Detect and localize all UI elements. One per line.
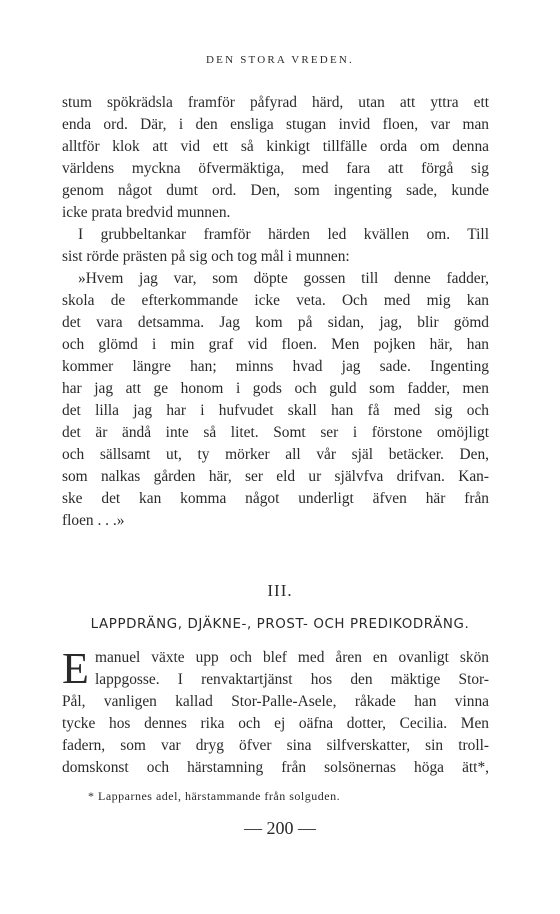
running-head: DEN STORA VREDEN. [206, 54, 354, 66]
text-line: manuel växte upp och blef med åren en ovanligt skön [95, 649, 489, 666]
text-line: floen . . .» [62, 512, 125, 529]
text-line: fadern, som var dryg öfver sina silfverskatter, sin troll- [62, 737, 489, 754]
text-line: tycke hos dennes rika och ej oäfna dotter, Cecilia. Men [62, 715, 489, 732]
text-line: har jag att ge honom i gods och guld som fadder, men [62, 380, 489, 397]
text-line: som nalkas gården här, ser eld ur självfva drifvan. Kan- [62, 468, 489, 485]
text-line: icke prata bredvid munnen. [62, 204, 231, 221]
page-number: — 200 — [244, 818, 316, 838]
text-line: enda ord. Där, i den ensliga stugan invid floen, var man [62, 116, 489, 133]
chapter-number: III. [267, 581, 293, 600]
paragraph-2 [62, 224, 489, 268]
text-line: och sällsamt ut, ty mörker all vår själ betäcker. Den, [62, 446, 489, 463]
text-line: »Hvem jag var, som döpte gossen till denne fadder, [78, 270, 489, 287]
paragraph-4 [62, 691, 489, 779]
text-line: kommer längre han; minns hvad jag sade. Ingenting [62, 358, 489, 375]
text-line: ske det kan komma något underligt äfven här från [62, 490, 489, 507]
text-line: det är ändå inte så litet. Somt ser i förstone omöjligt [62, 424, 489, 441]
text-line: det lilla jag har i hufvudet skall han få med sig och [62, 402, 489, 419]
text-line: Pål, vanligen kallad Stor-Palle-Asele, råkade han vinna [62, 693, 489, 710]
text-line: skola de efterkommande icke veta. Och med mig kan [62, 292, 489, 309]
paragraph-1 [62, 92, 489, 224]
text-line: domskonst och härstamning från solsönernas höga ätt*, [62, 759, 489, 776]
text-line: och glömd i min graf vid floen. Men pojken här, han [62, 336, 489, 353]
text-line: världens myckna öfvermäktiga, med fara att förgå sig [62, 160, 489, 177]
text-line: det vara detsamma. Jag kom på sidan, jag, blir gömd [62, 314, 489, 331]
text-line: genom något dumt ord. Den, som ingenting sade, kunde [62, 182, 489, 199]
text-line: I grubbeltankar framför härden led kvällen om. Till [78, 226, 489, 243]
text-line: sist rörde prästen på sig och tog mål i munnen: [62, 248, 350, 265]
text-line: stum spökrädsla framför påfyrad härd, utan att yttra ett [62, 94, 489, 111]
paragraph-3 [62, 268, 489, 532]
text-line: alltför klok att vid ett så kinkigt tillfälle orda om denna [62, 138, 489, 155]
footnote: * Lapparnes adel, härstammande från solguden. [88, 789, 341, 803]
paragraph-4-opening [95, 647, 489, 691]
chapter-title: LAPPDRÄNG, DJÄKNE-, PROST- OCH PREDIKODRÄNG. [90, 617, 470, 632]
text-line: lappgosse. I renvaktartjänst hos den mäktige Stor- [95, 671, 489, 688]
drop-cap: E [62, 644, 89, 693]
